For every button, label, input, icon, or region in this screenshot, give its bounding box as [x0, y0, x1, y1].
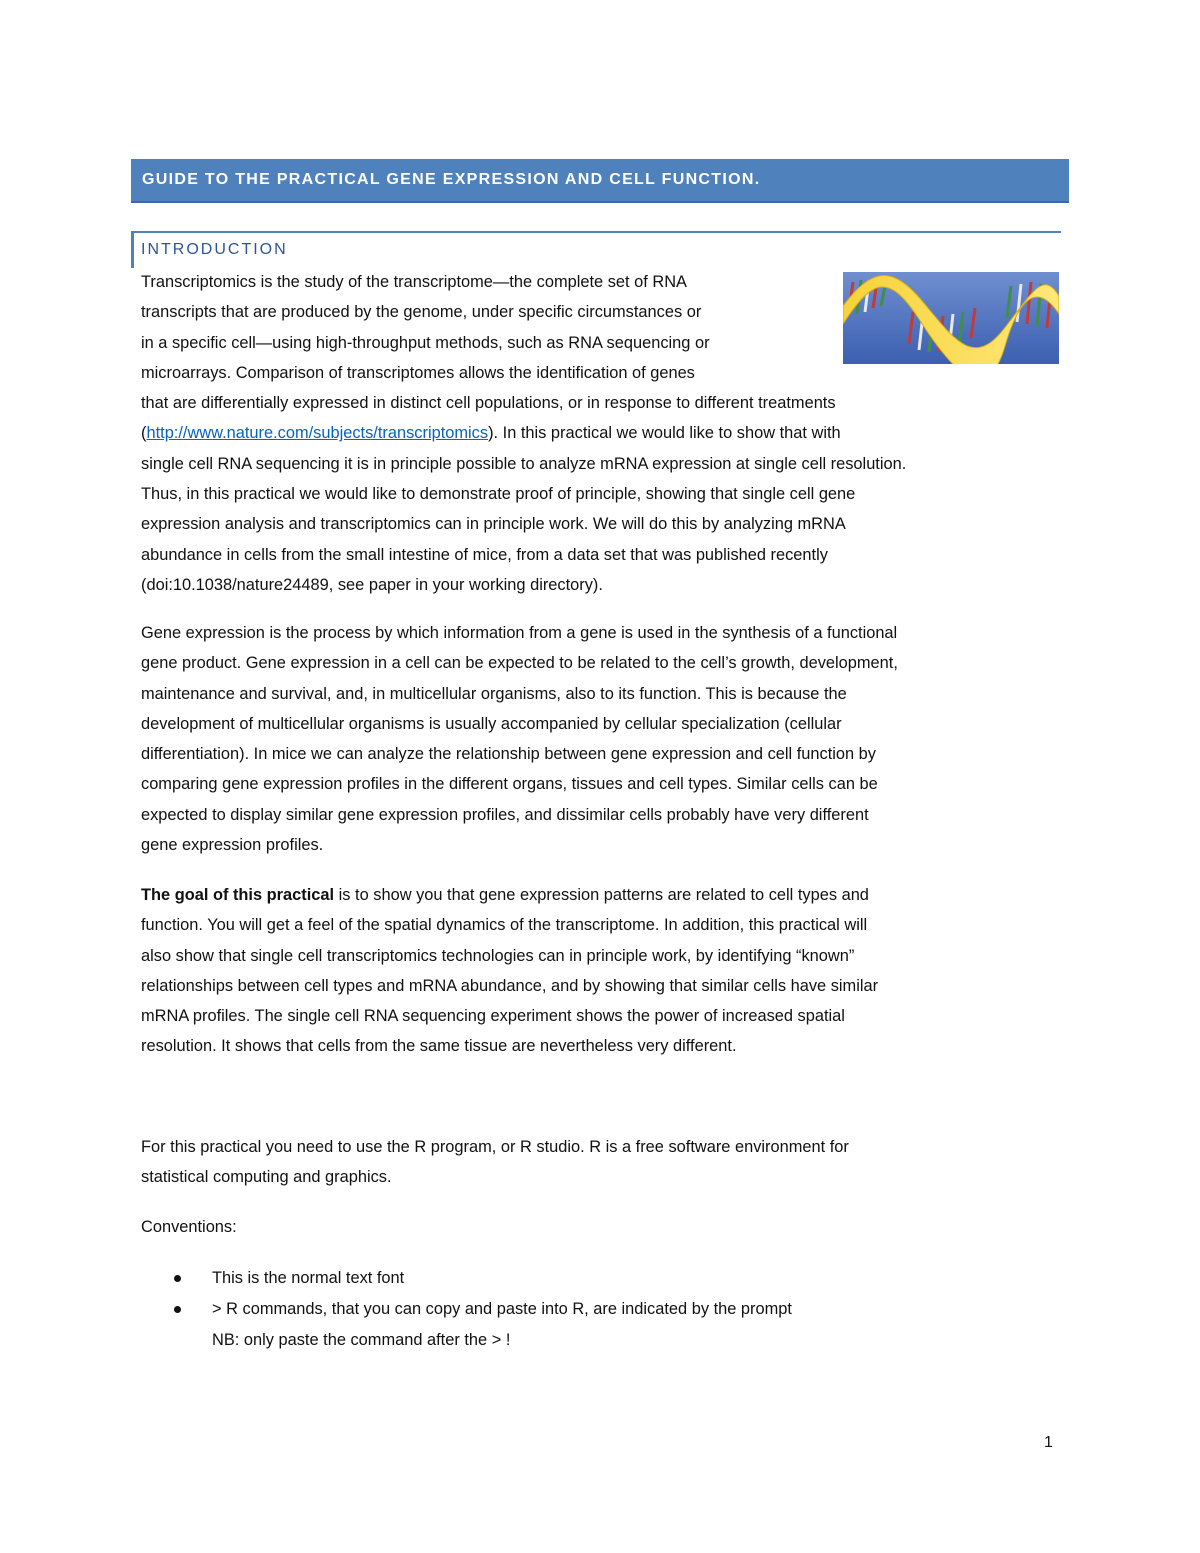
goal-text: is to show you that gene expression patterns are related to cell types and: [334, 886, 869, 904]
text-line: also show that single cell transcriptomics technologies can in principle work, by identifying “known”: [141, 946, 855, 965]
text-line: differentiation). In mice we can analyze the relationship between gene expression and cell function by: [141, 745, 876, 764]
r-program-paragraph: [141, 1132, 1061, 1193]
bullet-icon: [174, 1306, 181, 1313]
goal-emphasis: The goal of this practical: [141, 886, 335, 904]
text-line: (doi:10.1038/nature24489, see paper in your working directory).: [141, 575, 603, 594]
text-line: development of multicellular organisms is usually accompanied by cellular specialization (cellular: [141, 714, 842, 733]
section-heading: INTRODUCTION: [141, 241, 288, 258]
text-line: resolution. It shows that cells from the same tissue are nevertheless very different.: [141, 1037, 737, 1056]
text-line: microarrays. Comparison of transcriptomes allows the identification of genes: [141, 363, 695, 382]
list-item-note: NB: only paste the command after the > !: [212, 1331, 511, 1349]
nature-transcriptomics-link[interactable]: http://www.nature.com/subjects/transcriptomics: [146, 424, 489, 443]
text-line: comparing gene expression profiles in the different organs, tissues and cell types. Similar cells can be: [141, 775, 878, 794]
document-title: GUIDE TO THE PRACTICAL GENE EXPRESSION AND CELL FUNCTION.: [142, 171, 761, 188]
text-line: mRNA profiles. The single cell RNA sequencing experiment shows the power of increased spatial: [141, 1007, 845, 1026]
text-line: gene expression profiles.: [141, 836, 324, 855]
text-line: gene product. Gene expression in a cell can be expected to be related to the cell’s growth, development,: [141, 654, 898, 673]
page-number: 1: [1044, 1434, 1053, 1451]
text-line: Gene expression is the process by which information from a gene is used in the synthesis of a functional: [141, 624, 898, 642]
text-line: For this practical you need to use the R program, or R studio. R is a free software environment for: [141, 1138, 849, 1156]
text-line: single cell RNA sequencing it is in principle possible to analyze mRNA expression at single cell resolution.: [141, 454, 907, 473]
section-rule: [133, 231, 1061, 233]
text-line: in a specific cell—using high-throughput methods, such as RNA sequencing or: [141, 333, 710, 352]
list-item-text: > R commands, that you can copy and paste into R, are indicated by the prompt: [212, 1300, 792, 1318]
text-line: expected to display similar gene expression profiles, and dissimilar cells probably have very different: [141, 805, 869, 824]
text-line: statistical computing and graphics.: [141, 1168, 392, 1187]
text-line: relationships between cell types and mRNA abundance, and by showing that similar cells have similar: [141, 976, 879, 995]
text-line: abundance in cells from the small intestine of mice, from a data set that was published recently: [141, 545, 828, 564]
gene-expression-paragraph: [141, 618, 1061, 860]
goal-paragraph: [141, 880, 1061, 1062]
bullet-icon: [174, 1275, 181, 1282]
conventions-list: [141, 1263, 1061, 1356]
text-line: expression analysis and transcriptomics can in principle work. We will do this by analyzing mRNA: [141, 515, 846, 534]
text-line: Conventions:: [141, 1218, 237, 1236]
intro-paragraph: [141, 267, 1061, 600]
link-trailing-text: ). In this practical we would like to show that with: [488, 424, 841, 443]
text-line-with-link: [141, 418, 1061, 448]
text-line: Transcriptomics is the study of the transcriptome—the complete set of RNA: [141, 273, 687, 291]
list-item: [141, 1263, 1061, 1294]
text-line: that are differentially expressed in distinct cell populations, or in response to different treatments: [141, 394, 836, 413]
text-line: [141, 880, 1061, 910]
text-line: function. You will get a feel of the spatial dynamics of the transcriptome. In addition, this practical will: [141, 916, 868, 935]
text-line: Thus, in this practical we would like to demonstrate proof of principle, showing that single cell gene: [141, 485, 856, 504]
text-line: transcripts that are produced by the genome, under specific circumstances or: [141, 303, 702, 322]
conventions-label: [141, 1212, 1061, 1242]
list-item-text: This is the normal text font: [212, 1269, 405, 1287]
list-item: [141, 1294, 1061, 1356]
text-line: maintenance and survival, and, in multicellular organisms, also to its function. This is because the: [141, 684, 847, 703]
link-open-paren: (: [141, 424, 147, 443]
section-rule-accent: [131, 231, 134, 268]
title-banner: [131, 159, 1069, 203]
